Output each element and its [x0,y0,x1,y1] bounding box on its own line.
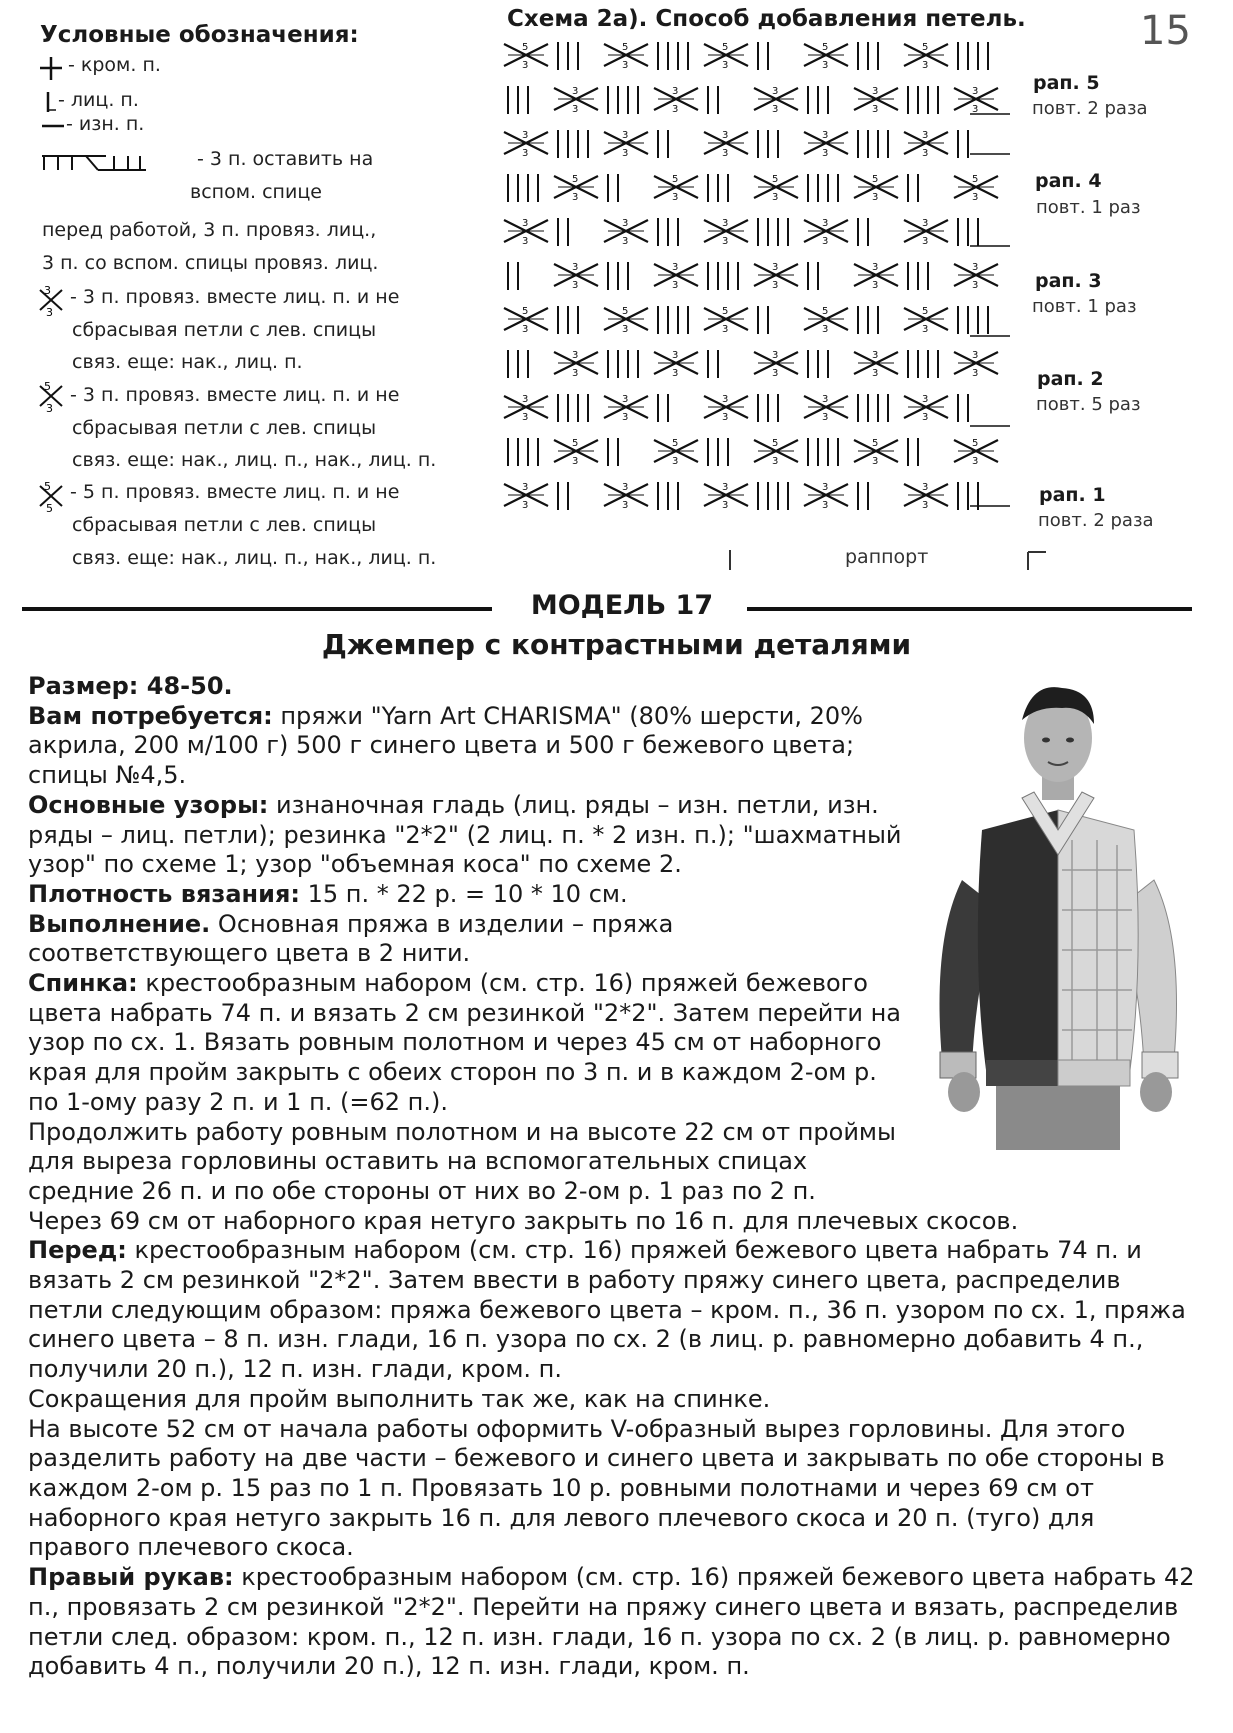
size-paragraph [28,672,908,702]
legend-dec35-line1: - 3 п. провяз. вместе лиц. п. и не [70,384,400,406]
cross-number-bottom: 3 [672,368,679,379]
cross-number-bottom: 3 [522,500,529,511]
cross-number-top: 3 [822,394,829,405]
cross-number-top: 5 [722,42,729,53]
exec-label: Выполнение. [28,909,211,938]
cable-cross-icon [42,156,146,170]
cross-number-top: 5 [872,174,879,185]
cross-number-bottom: 3 [622,412,629,423]
cross-number-bottom: 3 [722,412,729,423]
cross-number-top: 3 [572,350,579,361]
density-label: Плотность вязания: [28,879,300,908]
cross-number-bottom: 3 [722,500,729,511]
cross-number-top: 3 [622,394,629,405]
cross-number-bottom: 3 [572,104,579,115]
cross-number-bottom: 3 [972,456,979,467]
legend-cable-line4: 3 п. со вспом. спицы провяз. лиц. [42,252,379,274]
cross-number-bottom: 3 [722,324,729,335]
cross-number-bottom: 3 [672,104,679,115]
heading-rule-left [22,607,492,611]
cross-number-top: 3 [722,218,729,229]
cross-number-top: 3 [922,394,929,405]
cross-number-bottom: 3 [872,192,879,203]
cross-number-top: 3 [972,350,979,361]
cross-number-bottom: 3 [822,60,829,71]
cross-number-top: 5 [672,174,679,185]
back-label: Спинка: [28,969,138,998]
legend-dec55-line1: - 5 п. провяз. вместе лиц. п. и не [70,481,400,503]
edge-stitch-icon [40,57,62,80]
svg-text:3: 3 [44,284,51,297]
cross-number-top: 3 [872,350,879,361]
cross-number-top: 5 [822,306,829,317]
patterns-label: Основные узоры: [28,790,269,819]
patterns-paragraph [28,791,908,880]
sleeve-paragraph [28,1563,1203,1682]
cross-number-top: 3 [922,218,929,229]
svg-text:3: 3 [46,402,53,415]
rap-5-note: повт. 2 раза [1032,98,1148,119]
front-paragraph [28,1236,1203,1385]
page-number: 15 [1140,8,1191,54]
cross-number-top: 5 [622,306,629,317]
cross-number-top: 3 [872,86,879,97]
svg-text:5: 5 [46,502,53,515]
front-paragraph-3: На высоте 52 см от начала работы оформить V-образный вырез горловины. Для этого разделить работу на две части – бежевого и синего цвета и закрывать по обе стороны в каждом 2-ом р. 15 раз по 1 п. Провязать 10 р. ровными полотнами и через 69 см от наборного края нетуго закрыть 16 п. для левого плечевого скоса и 20 п. (туго) для правого плечевого скоса. [28,1414,1165,1562]
cross-number-top: 3 [722,130,729,141]
knit-stitch-icon [48,92,56,112]
cross-number-top: 5 [972,174,979,185]
scheme-chart [500,36,1010,576]
cross-number-top: 3 [672,86,679,97]
legend-dec55-line3: связ. еще: нак., лиц. п., нак., лиц. п. [72,547,437,569]
model-description [28,672,1203,1682]
rap-3-label: рап. 3 [1035,270,1102,292]
svg-text:3: 3 [46,306,53,319]
back-paragraph-2: Продолжить работу ровным полотном и на высоте 22 см от проймы для выреза горловины оставить на вспомогательных спицах средние 26 п. и по обе стороны от них во 2-ом р. 1 раз по 2 п. [28,1117,896,1205]
cross-number-bottom: 3 [922,500,929,511]
cross-number-bottom: 3 [722,60,729,71]
cross-number-bottom: 3 [672,192,679,203]
size-value: 48-50. [138,672,233,700]
legend-edge-stitch: - кром. п. [68,54,161,76]
cross-number-bottom: 3 [922,236,929,247]
cross-number-top: 3 [672,262,679,273]
model-subtitle: Джемпер с контрастными деталями [321,628,912,661]
cross-number-bottom: 3 [772,192,779,203]
cross-number-top: 5 [522,42,529,53]
exec-text: Основная пряжа в изделии – пряжа соответствующего цвета в 2 нити. [28,909,674,968]
cross-number-bottom: 3 [572,192,579,203]
cross-number-bottom: 3 [772,280,779,291]
cross-number-bottom: 3 [922,148,929,159]
cross-number-top: 3 [822,482,829,493]
rap-5-label: рап. 5 [1033,72,1100,94]
patterns-text: изнаночная гладь (лиц. ряды – изн. петли, изн. ряды – лиц. петли); резинка "2*2" (2 лиц. п. * 2 изн. п.); "шахматный узор" по схеме 1; узор "объемная коса" по схеме 2. [28,790,902,879]
cross-number-top: 3 [572,262,579,273]
cross-number-top: 5 [572,174,579,185]
cross-number-bottom: 3 [572,280,579,291]
cross-number-bottom: 3 [522,324,529,335]
cross-number-bottom: 3 [822,148,829,159]
cross-number-bottom: 3 [772,368,779,379]
back-text: крестообразным набором (см. стр. 16) пряжей бежевого цвета набрать 74 п. и вязать 2 см резинкой "2*2". Затем перейти на узор по сх. 1. Вязать ровным полотном и через 45 см от наборного края для пройм закрыть с обеих сторон по 3 п. и в каждом 2-ом р. по 1-ому разу 2 п. и 1 п. (=62 п.). [28,969,901,1116]
cross-number-top: 3 [622,130,629,141]
cross-number-bottom: 3 [622,60,629,71]
cross-number-top: 5 [572,438,579,449]
cross-number-top: 3 [622,482,629,493]
sleeve-label: Правый рукав: [28,1563,234,1592]
cross-number-top: 3 [672,350,679,361]
cross-number-top: 5 [922,306,929,317]
cross-number-top: 3 [522,394,529,405]
cross-number-bottom: 3 [872,280,879,291]
rap-3-note: повт. 1 раз [1032,296,1137,317]
cross-number-top: 3 [522,130,529,141]
rap-4-label: рап. 4 [1035,170,1102,192]
model-heading: МОДЕЛЬ 17 [530,590,714,621]
cross-number-bottom: 3 [672,280,679,291]
legend-dec33-line2: сбрасывая петли с лев. спицы [72,319,377,341]
cross-number-bottom: 3 [672,456,679,467]
svg-text:5: 5 [44,380,51,393]
cross-number-bottom: 3 [872,456,879,467]
rap-2-label: рап. 2 [1037,368,1104,390]
cross-number-bottom: 3 [522,60,529,71]
cross-number-bottom: 3 [772,456,779,467]
cross-number-bottom: 3 [522,236,529,247]
cross-number-bottom: 3 [922,324,929,335]
cross-number-top: 5 [772,174,779,185]
cross-number-bottom: 3 [872,104,879,115]
legend-dec55-line2: сбрасывая петли с лев. спицы [72,514,377,536]
legend-cable-line3: перед работой, 3 п. провяз. лиц., [42,219,377,241]
needs-paragraph [28,702,908,791]
cross-number-bottom: 3 [822,412,829,423]
front-paragraph-2: Сокращения для пройм выполнить так же, как на спинке. [28,1384,771,1413]
cross-number-top: 3 [572,86,579,97]
cross-number-top: 3 [822,130,829,141]
cross-number-bottom: 3 [622,324,629,335]
rapport-label: раппорт [845,546,929,568]
cross-number-top: 3 [772,262,779,273]
cross-number-top: 3 [772,350,779,361]
cross-number-bottom: 3 [972,280,979,291]
cross-number-top: 3 [772,86,779,97]
cross-number-bottom: 3 [622,236,629,247]
cross-number-top: 3 [622,218,629,229]
density-text: 15 п. * 22 р. = 10 * 10 см. [299,879,628,908]
legend-title: Условные обозначения: [40,22,359,48]
cross-number-top: 3 [922,482,929,493]
legend-cable-line1: - 3 п. оставить на [197,148,374,170]
cross-number-top: 3 [922,130,929,141]
cross-number-bottom: 3 [822,324,829,335]
cross-number-top: 5 [772,438,779,449]
rapport-brackets [728,548,1048,572]
rap-1-note: повт. 2 раза [1038,510,1154,531]
cross-number-bottom: 3 [872,368,879,379]
model-heading-row [22,590,1192,624]
needs-label: Вам потребуется: [28,701,273,730]
cross-number-bottom: 3 [822,236,829,247]
cross-number-top: 3 [822,218,829,229]
needs-text: пряжи "Yarn Art CHARISMA" (80% шерсти, 20% акрила, 200 м/100 г) 500 г синего цвета и 500 г бежевого цвета; спицы №4,5. [28,701,863,790]
cross-number-top: 5 [872,438,879,449]
cross-number-bottom: 3 [972,368,979,379]
cross-number-bottom: 3 [622,500,629,511]
cross-number-top: 3 [722,482,729,493]
size-label: Размер: [28,672,139,700]
cross-number-top: 3 [972,86,979,97]
sleeve-text: крестообразным набором (см. стр. 16) пряжей бежевого цвета набрать 42 п., провязать 2 см резинкой "2*2". Перейти на пряжу синего цвета и вязать, распределив петли след. образом: кром. п., 12 п. изн. глади, 16 п. узора по сх. 2 (в лиц. р. равномерно добавить 4 п., получили 20 п.), 12 п. изн. глади, кром. п. [28,1563,1195,1681]
cross-number-bottom: 3 [972,192,979,203]
legend-dec33-line3: связ. еще: нак., лиц. п. [72,351,303,373]
cross-number-bottom: 3 [572,456,579,467]
svg-text:5: 5 [44,480,51,493]
cross-number-top: 5 [722,306,729,317]
front-text: крестообразным набором (см. стр. 16) пряжей бежевого цвета набрать 74 п. и вязать 2 см резинкой "2*2". Затем ввести в работу пряжу синего цвета, распределив петли следующим образом: пряжа бежевого цвета – кром. п., 36 п. узором по сх. 1, пряжа синего цвета – 8 п. изн. глади, 16 п. узора по сх. 2 (в лиц. р. равномерно добавить 4 п., получили 20 п.), 12 п. изн. глади, кром. п. [28,1236,1186,1384]
front-label: Перед: [28,1236,127,1265]
legend-purl-stitch: - изн. п. [66,113,145,135]
cross-number-top: 5 [822,42,829,53]
back-paragraph [28,969,908,1118]
legend-dec33-line1: - 3 п. провяз. вместе лиц. п. и не [70,286,400,308]
exec-paragraph [28,910,908,969]
heading-rule-right [747,607,1192,611]
rap-1-label: рап. 1 [1039,484,1106,506]
cross-number-bottom: 3 [522,412,529,423]
rap-4-note: повт. 1 раз [1036,197,1141,218]
back-paragraph-3: Через 69 см от наборного края нетуго закрыть по 16 п. для плечевых скосов. [28,1206,1019,1235]
density-paragraph [28,880,908,910]
cross-number-top: 3 [722,394,729,405]
cross-number-bottom: 3 [772,104,779,115]
scheme-title: Схема 2а). Способ добавления петель. [507,6,1026,32]
cross-number-bottom: 3 [922,412,929,423]
cross-number-top: 5 [622,42,629,53]
cross-number-bottom: 3 [722,236,729,247]
cross-number-bottom: 3 [572,368,579,379]
cross-number-bottom: 3 [622,148,629,159]
cross-number-bottom: 3 [522,148,529,159]
cross-number-bottom: 3 [972,104,979,115]
cross-number-top: 3 [872,262,879,273]
cross-number-top: 5 [922,42,929,53]
legend-knit-stitch: - лиц. п. [58,89,139,111]
cross-number-top: 5 [522,306,529,317]
cross-number-top: 5 [972,438,979,449]
cross-number-bottom: 3 [822,500,829,511]
cross-number-top: 5 [672,438,679,449]
rap-2-note: повт. 5 раз [1036,394,1141,415]
legend-dec35-line3: связ. еще: нак., лиц. п., нак., лиц. п. [72,449,437,471]
cross-number-bottom: 3 [922,60,929,71]
cross-number-top: 3 [522,218,529,229]
cross-number-top: 3 [522,482,529,493]
cross-number-top: 3 [972,262,979,273]
cross-number-bottom: 3 [722,148,729,159]
legend-cable-line2: вспом. спице [190,181,322,203]
legend-dec35-line2: сбрасывая петли с лев. спицы [72,417,377,439]
